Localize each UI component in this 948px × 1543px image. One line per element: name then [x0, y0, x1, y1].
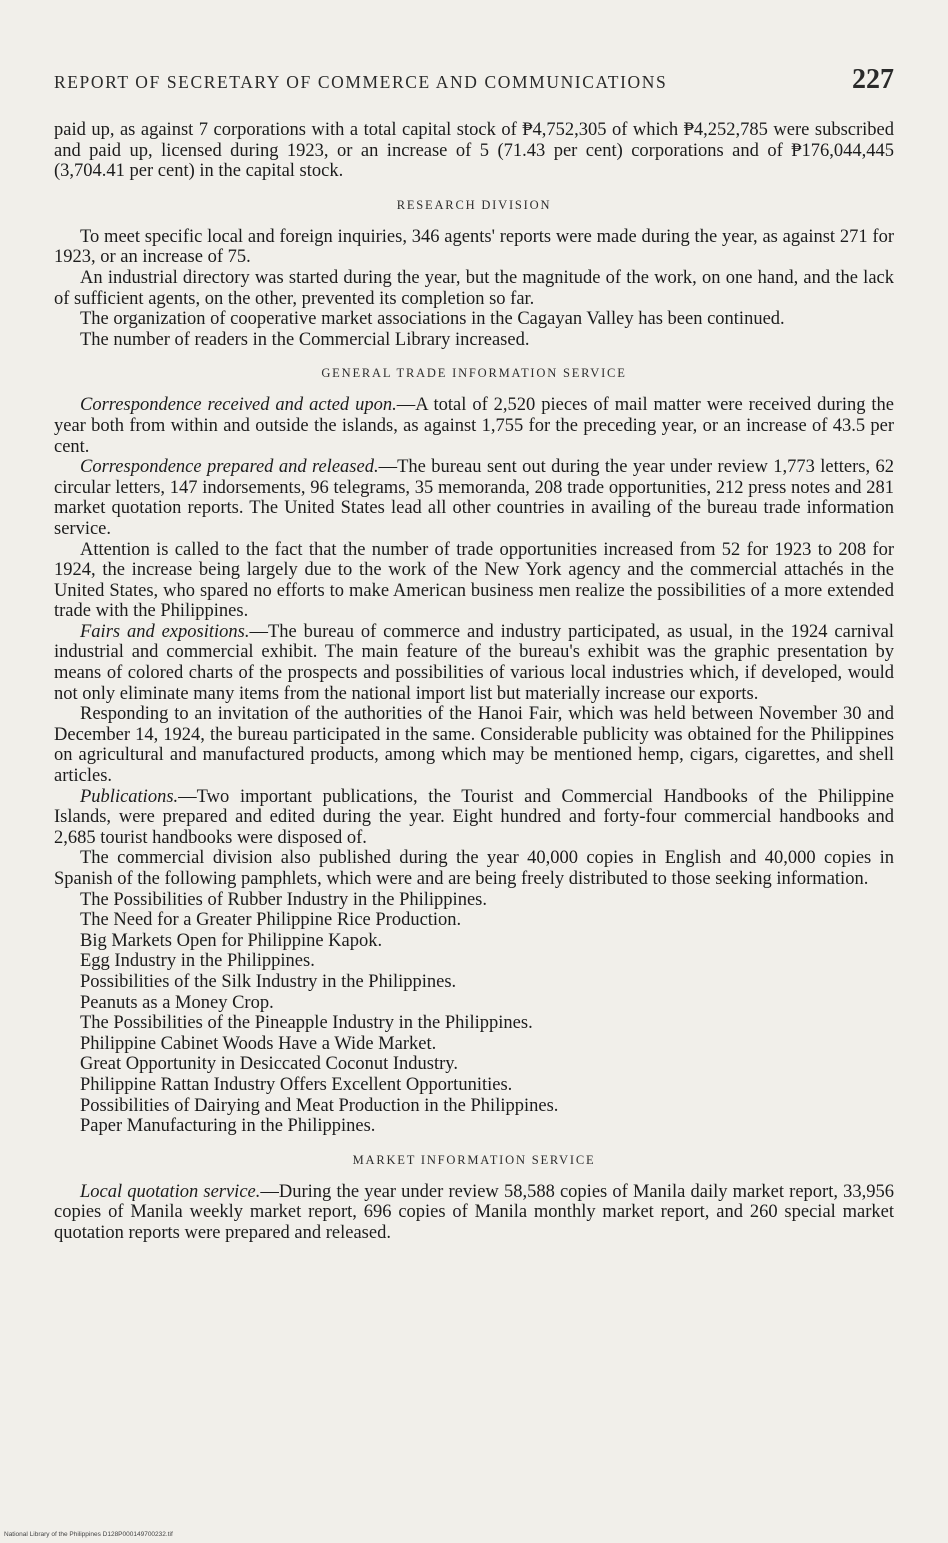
pamphlet-title: Possibilities of the Silk Industry in the Philippines.	[80, 971, 457, 992]
pamphlets-intro-paragraph: The commercial division also published during the year 40,000 copies in English and 40,000 copies in Spanish of the following pamphlets, which were and are being freely distributed to those seeking information.	[54, 848, 894, 889]
publications-paragraph	[54, 787, 894, 849]
paragraph-lead: Correspondence prepared and released.	[80, 457, 379, 478]
paragraph-body: —During the year under review 58,588 copies of Manila daily market report, 33,956 copies of Manila weekly market report, 696 copies of Manila monthly market report, and 260 special market quotation reports were prepared and released.	[54, 1181, 894, 1243]
document-page	[54, 64, 894, 1244]
paragraph-lead: Publications.	[80, 786, 179, 807]
pamphlet-title: Philippine Cabinet Woods Have a Wide Market.	[80, 1033, 437, 1054]
pamphlet-title: The Possibilities of Rubber Industry in the Philippines.	[80, 889, 487, 910]
scan-credit: National Library of the Philippines D128P000149700232.tif	[4, 1531, 173, 1538]
paragraph-lead: Local quotation service.	[80, 1181, 261, 1202]
correspondence-released-paragraph	[54, 457, 894, 539]
pamphlet-list	[54, 890, 894, 1137]
pamphlet-title: Paper Manufacturing in the Philippines.	[80, 1116, 376, 1137]
correspondence-received-paragraph	[54, 395, 894, 457]
trade-opportunities-paragraph: Attention is called to the fact that the number of trade opportunities increased from 52 for 1923 to 208 for 1924, the increase being largely due to the work of the New York agency and the commercial attachés in the United States, who spared no efforts to make American business men realize the possibilities of a more extended trade with the Philippines.	[54, 539, 894, 622]
pamphlet-title: Big Markets Open for Philippine Kapok.	[80, 930, 383, 951]
pamphlet-title: Great Opportunity in Desiccated Coconut Industry.	[80, 1054, 458, 1075]
fairs-paragraph	[54, 622, 894, 704]
pamphlet-title: Egg Industry in the Philippines.	[80, 951, 315, 972]
pamphlet-title: The Possibilities of the Pineapple Industry in the Philippines.	[80, 1013, 533, 1034]
paragraph-body: —A total of 2,520 pieces of mail matter were received during the year both from within and outside the islands, as against 1,755 for the preceding year, or an increase of 43.5 per cent.	[54, 395, 895, 457]
pamphlet-title: Possibilities of Dairying and Meat Production in the Philippines.	[80, 1095, 559, 1116]
local-quotation-paragraph	[54, 1182, 894, 1244]
running-head	[54, 64, 894, 96]
research-paragraph: To meet specific local and foreign inquiries, 346 agents' reports were made during the year, as against 271 for 1923, or an increase of 75.	[54, 226, 894, 268]
general-trade-heading: GENERAL TRADE INFORMATION SERVICE	[321, 366, 627, 381]
running-title: REPORT OF SECRETARY OF COMMERCE AND COMMUNICATIONS	[54, 72, 668, 92]
research-paragraph: The organization of cooperative market associations in the Cagayan Valley has been continued.	[80, 309, 785, 330]
market-info-heading: MARKET INFORMATION SERVICE	[352, 1152, 596, 1167]
paragraph-body: —The bureau sent out during the year under review 1,773 letters, 62 circular letters, 147 indorsements, 96 telegrams, 35 memoranda, 208 trade opportunities, 212 press notes and 281 market quotation reports. The United States lead all other countries in availing of the bureau trade information service.	[54, 457, 895, 539]
research-paragraph: An industrial directory was started during the year, but the magnitude of the work, on one hand, and the lack of sufficient agents, on the other, prevented its completion so far.	[54, 267, 894, 309]
paragraph-body: —Two important publications, the Tourist and Commercial Handbooks of the Philippine Islands, were prepared and edited during the year. Eight hundred and forty-four commercial handbooks and 2,685 tourist handbooks were disposed of.	[54, 786, 894, 848]
paragraph-lead: Fairs and expositions.	[80, 621, 250, 642]
research-paragraph: The number of readers in the Commercial Library increased.	[80, 329, 530, 350]
research-heading: RESEARCH DIVISION	[396, 197, 552, 212]
pamphlet-title: Peanuts as a Money Crop.	[80, 992, 274, 1013]
page-number: 227	[852, 64, 894, 95]
pamphlet-title: Philippine Rattan Industry Offers Excellent Opportunities.	[80, 1074, 513, 1095]
pamphlet-title: The Need for a Greater Philippine Rice Production.	[80, 910, 462, 931]
intro-paragraph: paid up, as against 7 corporations with a total capital stock of ₱4,752,305 of which ₱4,252,785 were subscribed and paid up, licensed during 1923, or an increase of 5 (71.43 per cent) corporations and of ₱176,044,445 (3,704.41 per cent) in the capital stock.	[54, 120, 894, 182]
paragraph-body: —The bureau of commerce and industry participated, as usual, in the 1924 carnival industrial and commercial exhibit. The main feature of the bureau's exhibit was the graphic presentation by means of colored charts of the prospects and possibilities of various local industries which, if developed, would not only eliminate many items from the national import list but materially increase our exports.	[54, 621, 894, 704]
hanoi-fair-paragraph: Responding to an invitation of the authorities of the Hanoi Fair, which was held between November 30 and December 14, 1924, the bureau participated in the same. Considerable publicity was obtained for the Philippines on agricultural and manufactured products, among which may be mentioned hemp, cigars, cigarettes, and shell articles.	[54, 704, 894, 787]
paragraph-lead: Correspondence received and acted upon.	[80, 395, 397, 416]
